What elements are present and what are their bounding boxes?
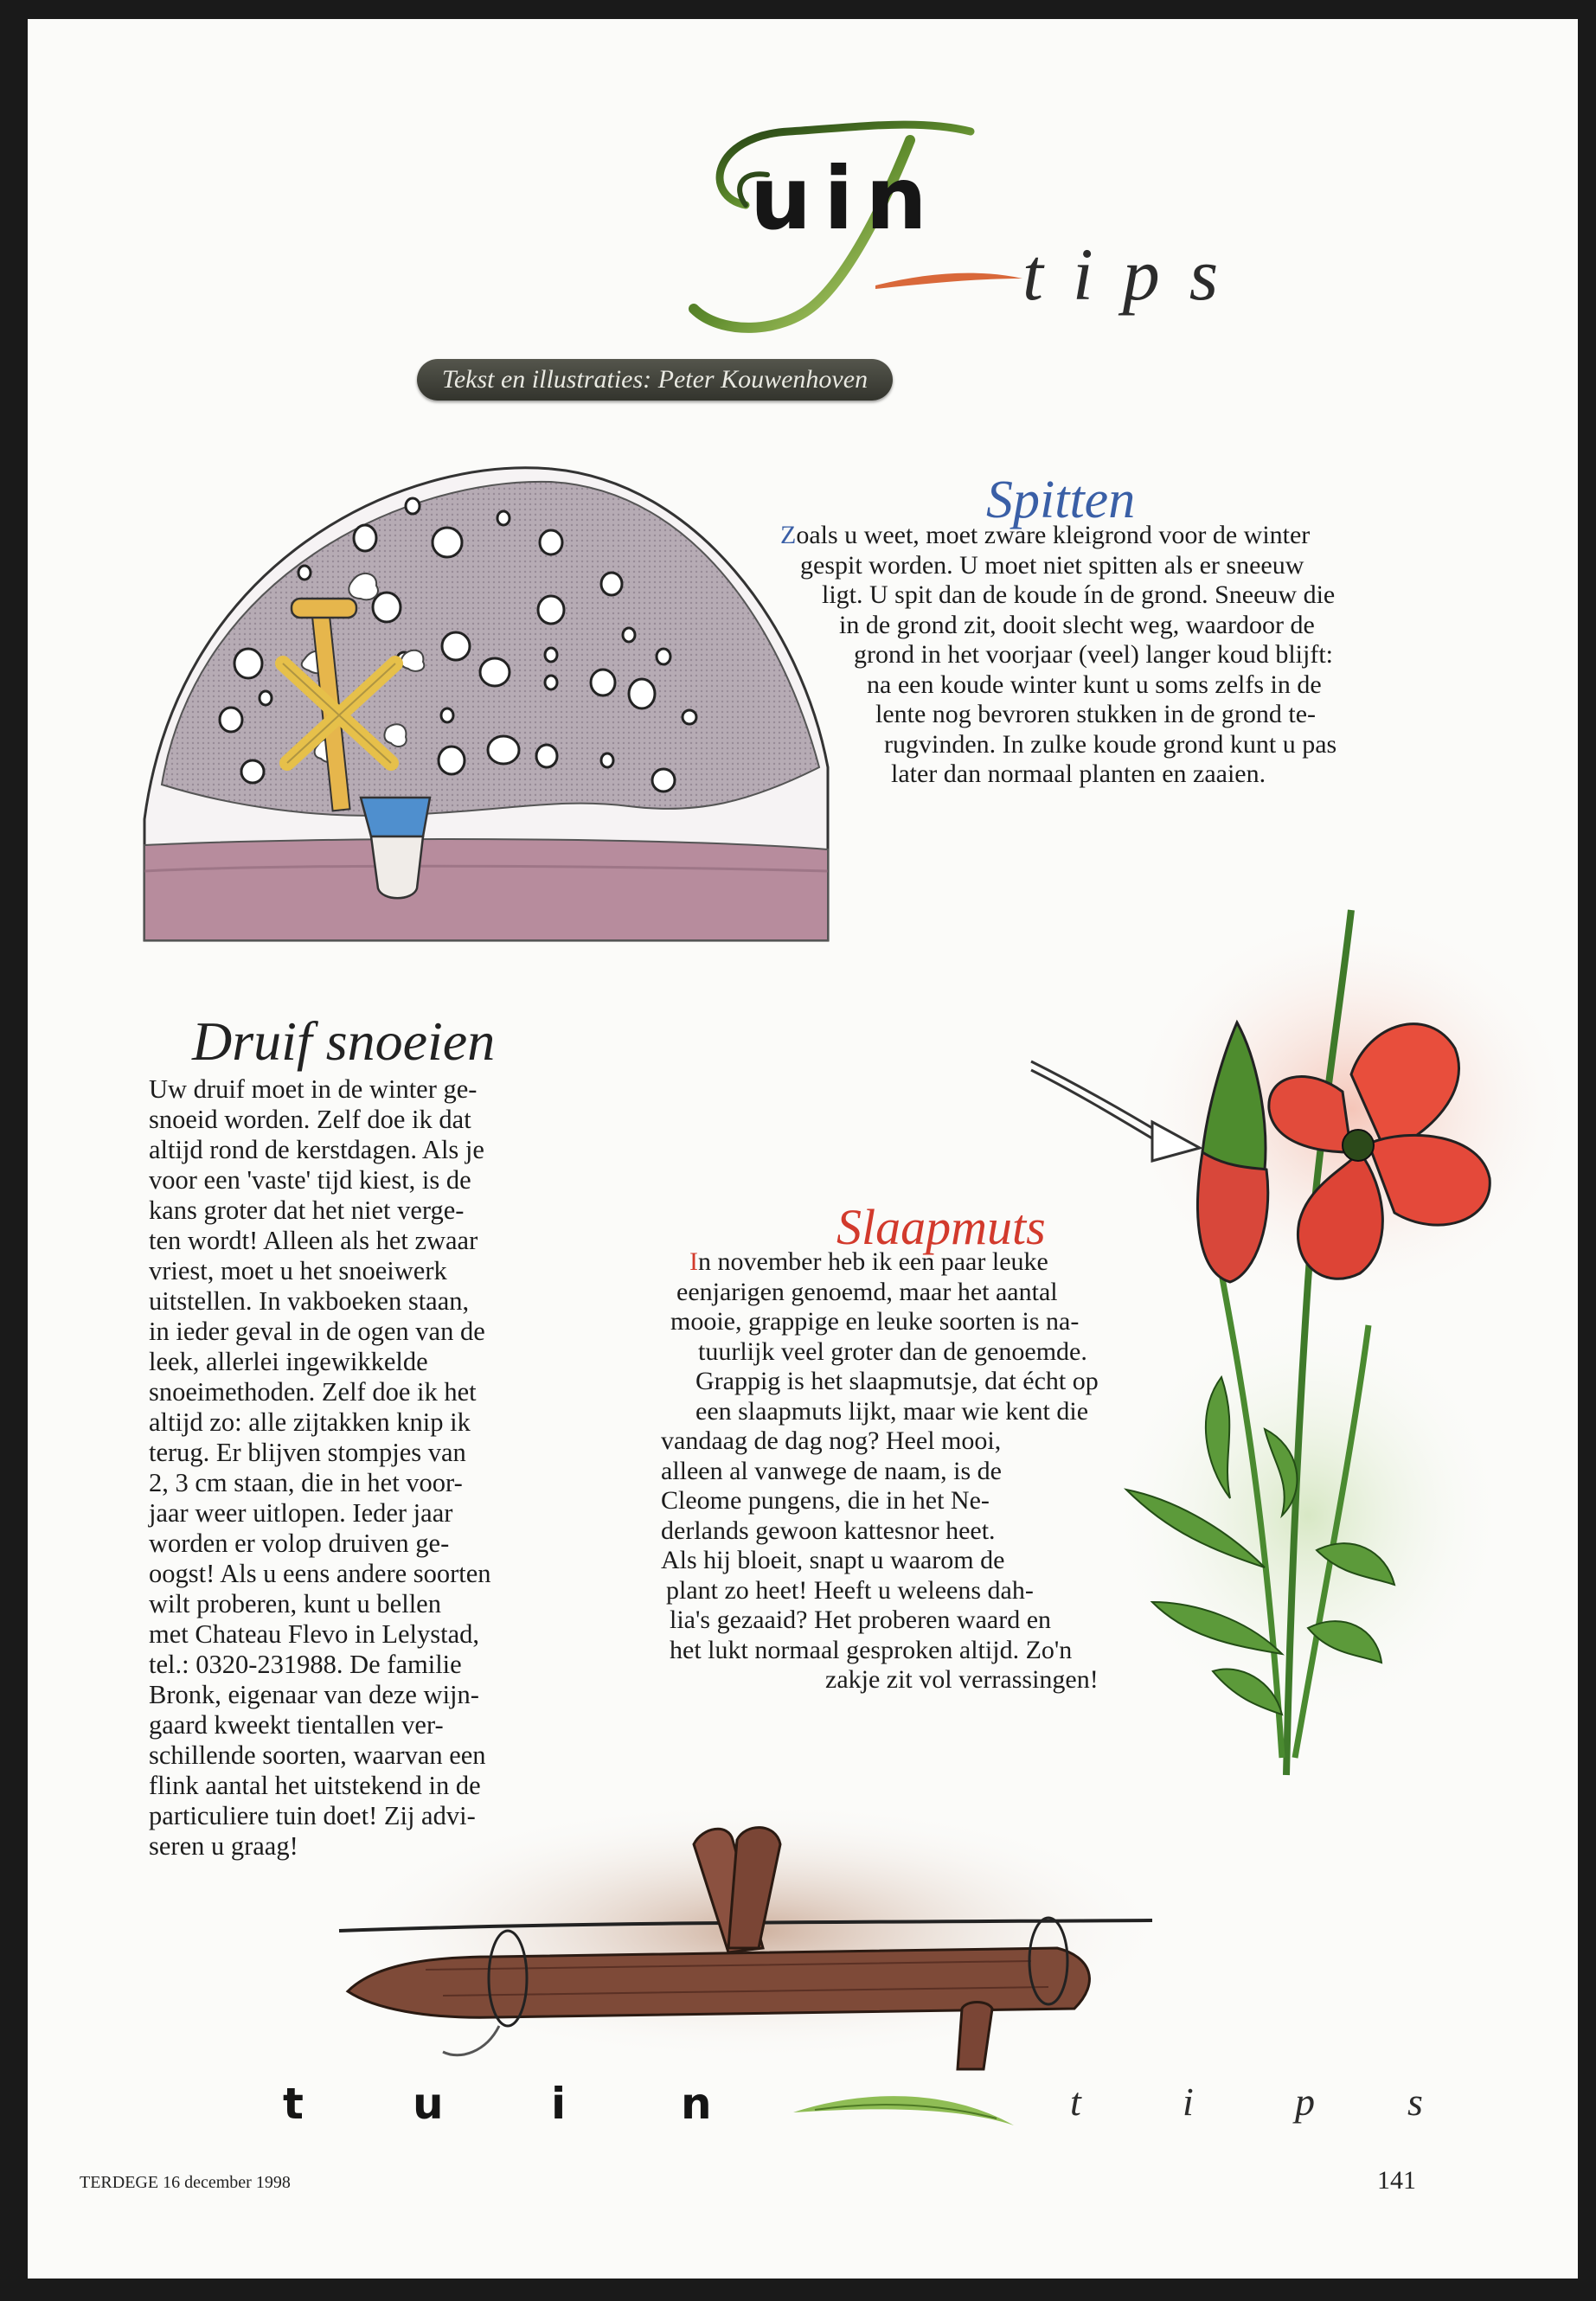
text-line: voor een 'vaste' tijd kiest, is de <box>149 1165 471 1195</box>
text-line: plant zo heet! Heeft u weleens dah- <box>666 1575 1034 1605</box>
text-line: uitstellen. In vakboeken staan, <box>149 1286 470 1316</box>
text-line: In november heb ik een paar leuke <box>689 1247 1048 1276</box>
text-line: na een koude winter kunt u soms zelfs in de <box>867 670 1322 699</box>
header-title-main: uin <box>750 148 939 249</box>
text-line: vandaag de dag nog? Heel mooi, <box>661 1426 1002 1455</box>
text-line: tel.: 0320-231988. De familie <box>149 1650 462 1679</box>
footer-letter: n <box>681 2079 712 2129</box>
text-line: Zoals u weet, moet zware kleigrond voor de winter <box>780 521 1311 549</box>
text-line: zakje zit vol verrassingen! <box>825 1665 1099 1694</box>
text-line: leek, allerlei ingewikkelde <box>149 1347 428 1376</box>
footer-letter: u <box>413 2079 444 2129</box>
text-line: derlands gewoon kattesnor heet. <box>661 1516 996 1545</box>
text-line: Uw druif moet in de winter ge- <box>149 1074 478 1104</box>
magazine-page <box>28 19 1578 2279</box>
text-line: alleen al vanwege de naam, is de <box>661 1456 1002 1485</box>
text-line: terug. Er blijven stompjes van <box>149 1438 466 1467</box>
footer-letter: s <box>1407 2080 1423 2124</box>
text-line: flink aantal het uitstekend in de <box>149 1771 481 1800</box>
slaapmuts-body <box>633 1247 1170 1695</box>
dropcap: Z <box>780 521 797 549</box>
text-line: particuliere tuin doet! Zij advi- <box>149 1801 476 1830</box>
text-line: tuurlijk veel groter dan de genoemde. <box>698 1336 1087 1366</box>
druif-heading: Druif snoeien <box>192 1010 496 1072</box>
slaapmuts-heading: Slaapmuts <box>836 1199 1046 1255</box>
green-leaf-swoosh-icon <box>789 2082 1018 2134</box>
text-line: jaar weer uitlopen. Ieder jaar <box>149 1498 453 1528</box>
text-line: oogst! Als u eens andere soorten <box>149 1559 491 1588</box>
orange-swoosh-icon <box>871 261 1027 296</box>
text-line: in de grond zit, dooit slecht weg, waardoor de <box>839 610 1315 639</box>
text-line: eenjarigen genoemd, maar het aantal <box>676 1277 1058 1306</box>
spitten-heading: Spitten <box>986 471 1136 529</box>
footer-letter: p <box>1295 2080 1315 2124</box>
text-line: een slaapmuts lijkt, maar wie kent die <box>695 1396 1089 1426</box>
footer-letter: t <box>1070 2080 1081 2124</box>
text-line: 2, 3 cm staan, die in het voor- <box>149 1468 463 1497</box>
text-line: met Chateau Flevo in Lelystad, <box>149 1619 480 1649</box>
dropcap: I <box>689 1247 698 1276</box>
text-line: lia's gezaaid? Het proberen waard en <box>670 1606 1052 1634</box>
text-line: ten wordt! Alleen als het zwaar <box>149 1226 478 1255</box>
text-line: Als hij bloeit, snapt u waarom de <box>661 1546 1005 1574</box>
text-line: het lukt normaal gesproken altijd. Zo'n <box>670 1635 1073 1664</box>
druif-body <box>149 1074 555 1862</box>
text-line: gespit worden. U moet niet spitten als er sneeuw <box>800 550 1304 580</box>
text-line: kans groter dat het niet verge- <box>149 1195 465 1225</box>
text-line: lente nog bevroren stukken in de grond te- <box>875 700 1317 728</box>
text-line: mooie, grappige en leuke soorten is na- <box>670 1307 1080 1336</box>
pruned-branch-illustration <box>322 1792 1187 2078</box>
page-number: 141 <box>1377 2166 1416 2195</box>
header-title-sub: tips <box>1022 233 1248 316</box>
text-line: rugvinden. In zulke koude grond kunt u pas <box>884 729 1337 759</box>
text-line: altijd rond de kerstdagen. Als je <box>149 1135 484 1164</box>
text-line: wilt proberen, kunt u bellen <box>149 1589 441 1618</box>
footer-letter: i <box>551 2079 567 2129</box>
text-line: vriest, moet u het snoeiwerk <box>149 1256 447 1285</box>
frozen-soil-spade-illustration <box>144 456 854 940</box>
text-line: schillende soorten, waarvan een <box>149 1740 486 1770</box>
text-line: snoeimethoden. Zelf doe ik het <box>149 1377 477 1407</box>
text-line: grond in het voorjaar (veel) langer koud blijft: <box>854 640 1333 669</box>
text-line: in ieder geval in de ogen van de <box>149 1317 485 1346</box>
spitten-body <box>763 521 1386 790</box>
text-line: gaard kweekt tientallen ver- <box>149 1710 444 1740</box>
text-line: altijd zo: alle zijtakken knip ik <box>149 1407 471 1437</box>
text-line: later dan normaal planten en zaaien. <box>891 760 1266 788</box>
text-line: snoeid worden. Zelf doe ik dat <box>149 1105 471 1134</box>
byline-badge: Tekst en illustraties: Peter Kouwenhoven <box>417 359 893 401</box>
text-line: Bronk, eigenaar van deze wijn- <box>149 1680 479 1709</box>
footer-letter: i <box>1183 2080 1194 2124</box>
text-line: worden er volop druiven ge- <box>149 1529 450 1558</box>
text-line: Cleome pungens, die in het Ne- <box>661 1486 990 1515</box>
publication-info: TERDEGE 16 december 1998 <box>80 2173 291 2192</box>
text-line: ligt. U spit dan de koude ín de grond. Sneeuw die <box>822 580 1336 609</box>
text-line: seren u graag! <box>149 1831 298 1861</box>
text-line: Grappig is het slaapmutsje, dat écht op <box>695 1367 1099 1395</box>
footer-letter: t <box>283 2079 304 2129</box>
